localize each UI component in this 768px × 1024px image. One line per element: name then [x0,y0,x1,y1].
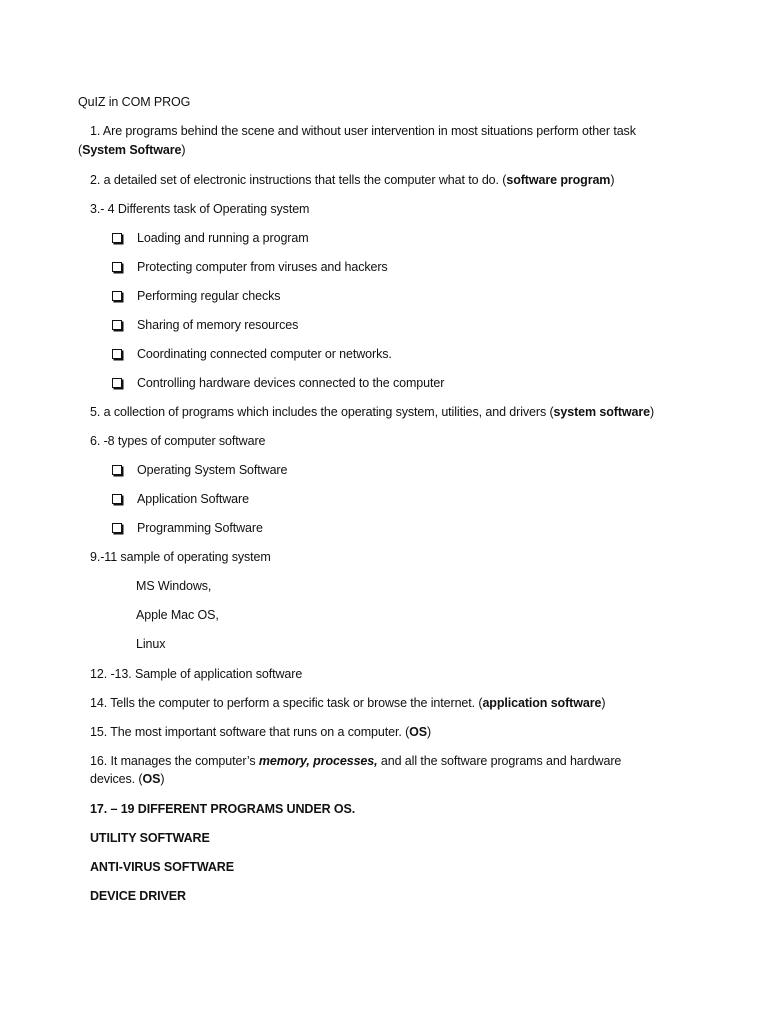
question-17-number: 17. – [90,802,121,816]
question-16-text-2: and all the software programs and hardware [377,754,622,768]
list-item: DEVICE DRIVER [90,889,186,903]
list-item [112,230,309,246]
list-item-text: Programming Software [137,521,263,535]
list-item-text: Performing regular checks [137,289,281,303]
list-item-text: Application Software [137,492,249,506]
question-15-text: 15. The most important software that runs on a computer. ( [90,725,410,739]
list-item [112,462,287,478]
checkbox-bullet-icon [112,494,122,504]
question-16-text: 16. It manages the computer’s [90,754,259,768]
paren-close: ) [650,405,655,419]
list-item [112,375,444,391]
list-item [112,259,388,275]
question-16-text-3: devices. ( [90,772,143,786]
list-item-text: Sharing of memory resources [137,318,299,332]
question-17-text: 19 DIFFERENT PROGRAMS UNDER OS. [120,802,356,816]
question-17 [90,801,355,817]
list-item-text: Coordinating connected computer or networks. [137,347,392,361]
question-14-answer: application software [482,696,602,710]
checkbox-bullet-icon [112,523,122,533]
question-5 [90,404,654,420]
question-1-line-1: 1. Are programs behind the scene and without user intervention in most situations perform other task [90,124,636,138]
checkbox-bullet-icon [112,291,122,301]
question-14 [90,695,605,711]
question-15 [90,724,431,740]
question-16-answer: OS [142,772,161,786]
list-item: UTILITY SOFTWARE [90,831,210,845]
question-1-line-2 [78,142,185,158]
list-item: MS Windows, [136,579,212,593]
list-item-text: Protecting computer from viruses and hackers [137,260,388,274]
checkbox-bullet-icon [112,349,122,359]
question-12: 12. -13. Sample of application software [90,667,303,681]
list-item [112,317,298,333]
list-item-text: Operating System Software [137,463,288,477]
checkbox-bullet-icon [112,262,122,272]
paren-close: ) [427,725,432,739]
question-5-text: 5. a collection of programs which includes the operating system, utilities, and drivers ( [90,405,554,419]
checkbox-bullet-icon [112,465,122,475]
question-2 [90,172,614,188]
question-14-text: 14. Tells the computer to perform a specific task or browse the internet. ( [90,696,483,710]
list-item: Apple Mac OS, [136,608,219,622]
question-15-answer: OS [409,725,428,739]
list-item: ANTI-VIRUS SOFTWARE [90,860,234,874]
list-item-text: Loading and running a program [137,231,309,245]
paren-open: ( [78,143,83,157]
paren-close: ) [601,696,606,710]
question-5-answer: system software [553,405,651,419]
question-6: 6. -8 types of computer software [90,434,266,448]
question-2-text: 2. a detailed set of electronic instructions that tells the computer what to do. ( [90,173,507,187]
quiz-title: QuIZ in COM PROG [78,95,191,109]
question-9: 9.-11 sample of operating system [90,550,271,564]
paren-close: ) [610,173,615,187]
list-item-text: Controlling hardware devices connected to the computer [137,376,445,390]
list-item [112,346,392,362]
checkbox-bullet-icon [112,378,122,388]
question-16-line-2 [90,771,164,787]
list-item [112,520,263,536]
question-1-answer: System Software [82,143,182,157]
checkbox-bullet-icon [112,233,122,243]
question-16-line-1 [90,753,621,769]
question-3: 3.- 4 Differents task of Operating system [90,202,310,216]
paren-close: ) [160,772,165,786]
list-item: Linux [136,637,166,651]
question-16-emphasis: memory, processes, [258,754,378,768]
list-item [112,288,280,304]
question-2-answer: software program [506,173,611,187]
paren-close: ) [181,143,186,157]
checkbox-bullet-icon [112,320,122,330]
list-item [112,491,249,507]
